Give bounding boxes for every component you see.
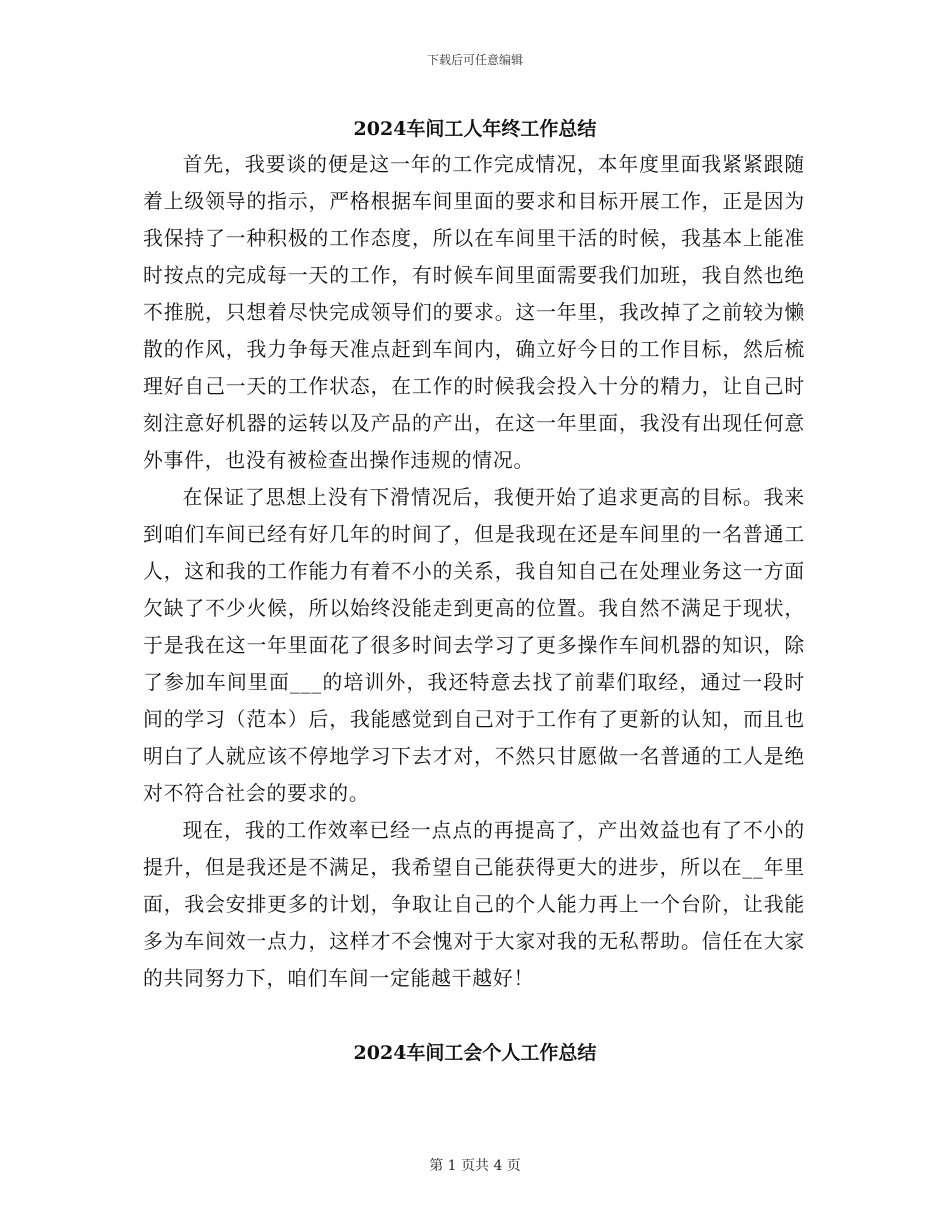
document-body — [143, 146, 805, 997]
paragraph: 首先，我要谈的便是这一年的工作完成情况，本年度里面我紧紧跟随着上级领导的指示，严格根据车间里面的要求和目标开展工作，正是因为我保持了一种积极的工作态度，所以在车间里干活的时候，我基本上能准时按点的完成每一天的工作，有时候车间里面需要我们加班，我自然也绝不推脱，只想着尽快完成领导们的要求。这一年里，我改掉了之前较为懒散的作风，我力争每天准点赶到车间内，确立好今日的工作目标，然后梳理好自己一天的工作状态，在工作的时候我会投入十分的精力，让自己时刻注意好机器的运转以及产品的产出，在这一年里面，我没有出现任何意外事件，也没有被检查出操作违规的情况。 — [143, 153, 805, 472]
paragraph: 现在，我的工作效率已经一点点的再提高了，产出效益也有了不小的提升，但是我还是不满足，我希望自己能获得更大的进步，所以在__年里面，我会安排更多的计划，争取让自己的个人能力再上一个台阶，让我能多为车间效一点力，这样才不会愧对于大家对我的无私帮助。信任在大家的共同努力下，咱们车间一定能越干越好！ — [143, 819, 805, 990]
document-title: 2024车间工人年终工作总结 — [353, 118, 597, 140]
page-number: 第 1 页共 4 页 — [429, 1158, 521, 1174]
page-header: 下载后可任意编辑 — [426, 53, 523, 67]
paragraph: 在保证了思想上没有下滑情况后，我便开始了追求更高的目标。我来到咱们车间已经有好几年的时间了，但是我现在还是车间里的一名普通工人，这和我的工作能力有着不小的关系，我自知自己在处理业务这一方面欠缺了不少火候，所以始终没能走到更高的位置。我自然不满足于现状，于是我在这一年里面花了很多时间去学习了更多操作车间机器的知识，除了参加车间里面___的培训外，我还特意去找了前辈们取经，通过一段时间的学习（范本）后，我能感觉到自己对于工作有了更新的认知，而且也明白了人就应该不停地学习下去才对，不然只甘愿做一名普通的工人是绝对不符合社会的要求的。 — [143, 486, 805, 805]
section-title: 2024车间工会个人工作总结 — [353, 1042, 597, 1064]
